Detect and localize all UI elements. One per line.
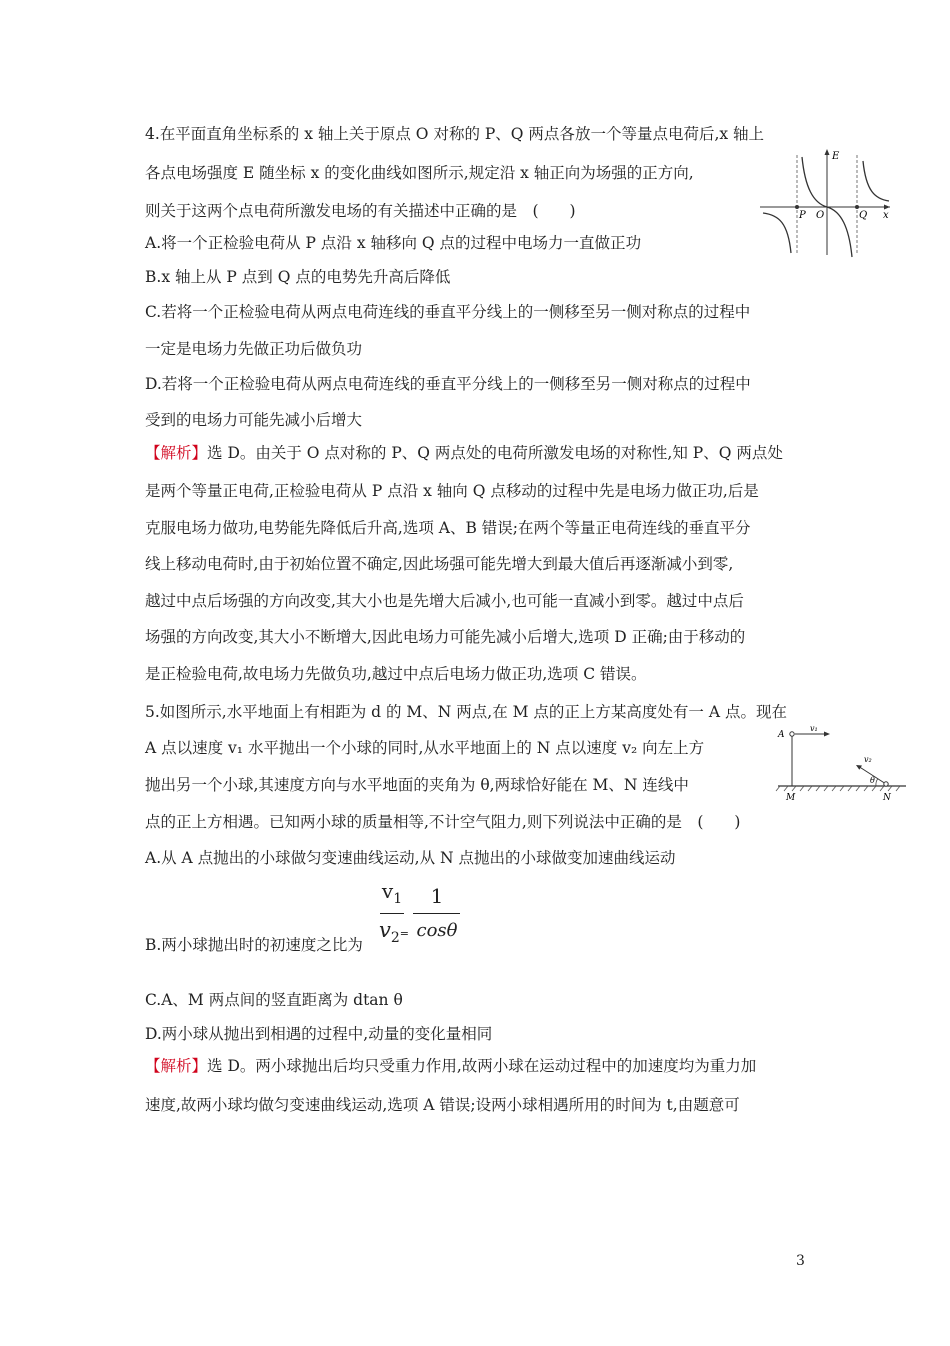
curve-left bbox=[763, 213, 791, 253]
q4-line-1: 4.在平面直角坐标系的 x 轴上关于原点 O 对称的 P、Q 两点各放一个等量点电荷后,x 轴上 bbox=[145, 125, 765, 143]
q5-line-1: 5.如图所示,水平地面上有相距为 d 的 M、N 两点,在 M 点的正上方某高度处有一 A 点。现在 bbox=[145, 703, 787, 721]
q4-option-c-line-2: 一定是电场力先做正功后做负功 bbox=[145, 340, 363, 358]
q4-solution-line-7: 是正检验电荷,故电场力先做负功,越过中点后电场力做正功,选项 C 错误。 bbox=[145, 665, 647, 683]
frac2-numerator: 1 bbox=[430, 884, 444, 908]
label-theta: θ bbox=[870, 776, 875, 785]
frac1-numerator: $v_1$ bbox=[381, 879, 403, 907]
q5-option-c: C.A、M 两点间的竖直距离为 dtan θ bbox=[145, 991, 403, 1009]
frac2-denominator: cosθ bbox=[416, 920, 458, 941]
q5-option-a: A.从 A 点抛出的小球做匀变速曲线运动,从 N 点抛出的小球做变加速曲线运动 bbox=[145, 849, 676, 867]
label-v1: v₁ bbox=[810, 724, 818, 733]
q5-line-3: 抛出另一个小球,其速度方向与水平地面的夹角为 θ,两球恰好能在 M、N 连线中 bbox=[145, 776, 689, 794]
point-n bbox=[884, 782, 888, 786]
q4-solution-line-4: 线上移动电荷时,由于初始位置不确定,因此场强可能先增大到最大值后再逐渐减小到零, bbox=[145, 555, 734, 573]
label-q: Q bbox=[859, 210, 868, 221]
q4-option-d-line-2: 受到的电场力可能先减小后增大 bbox=[145, 411, 363, 429]
q4-option-b: B.x 轴上从 P 点到 Q 点的电势先升高后降低 bbox=[145, 268, 451, 286]
frac1-bar bbox=[380, 913, 404, 914]
point-p bbox=[795, 205, 799, 209]
q5-projectile-figure bbox=[770, 722, 910, 804]
q4-solution-line-6: 场强的方向改变,其大小不断增大,因此电场力可能先减小后增大,选项 D 正确;由于移动的 bbox=[145, 628, 746, 646]
label-e: E bbox=[832, 151, 840, 162]
label-v2: v₂ bbox=[864, 755, 872, 764]
frac1-denominator: $v_2=$ bbox=[379, 918, 410, 947]
q5-option-d: D.两小球从抛出到相遇的过程中,动量的变化量相同 bbox=[145, 1025, 493, 1043]
q5-option-b: B.两小球抛出时的初速度之比为 bbox=[145, 936, 363, 954]
solution-tag: 【解析】 bbox=[145, 1057, 208, 1075]
ground-hatching bbox=[776, 786, 900, 791]
label-x: x bbox=[883, 210, 889, 221]
q5-line-2: A 点以速度 v₁ 水平抛出一个小球的同时,从水平地面上的 N 点以速度 v₂ 向左上方 bbox=[145, 739, 705, 757]
curve-right bbox=[863, 161, 889, 201]
q5-solution-line-1 bbox=[145, 1056, 756, 1076]
solution-tag: 【解析】 bbox=[145, 444, 208, 462]
q4-option-a: A.将一个正检验电荷从 P 点沿 x 轴移向 Q 点的过程中电场力一直做正功 bbox=[145, 234, 642, 252]
q5-solution-text-1: 选 D。两小球抛出后均只受重力作用,故两小球在运动过程中的加速度均为重力加 bbox=[207, 1057, 757, 1075]
q4-option-d-line-1: D.若将一个正检验电荷从两点电荷连线的垂直平分线上的一侧移至另一侧对称点的过程中 bbox=[145, 375, 751, 393]
point-a bbox=[790, 732, 794, 736]
q4-solution-text-1: 选 D。由关于 O 点对称的 P、Q 两点处的电荷所激发电场的对称性,知 P、Q 两点处 bbox=[207, 444, 783, 462]
label-m: M bbox=[786, 793, 796, 803]
q5-solution-line-2: 速度,故两小球均做匀变速曲线运动,选项 A 错误;设两小球相遇所用的时间为 t,由题意可 bbox=[145, 1096, 740, 1114]
label-n: N bbox=[883, 793, 891, 803]
q4-field-graph bbox=[755, 145, 895, 260]
label-a: A bbox=[778, 730, 785, 740]
x-axis-arrow bbox=[884, 205, 890, 210]
angle-arc bbox=[876, 779, 878, 786]
page-number: 3 bbox=[796, 1253, 805, 1269]
q4-solution-line-3: 克服电场力做功,电势能先降低后升高,选项 A、B 错误;在两个等量正电荷连线的垂直平分 bbox=[145, 519, 751, 537]
q4-solution-line-2: 是两个等量正电荷,正检验电荷从 P 点沿 x 轴向 Q 点移动的过程中先是电场力做正功,后是 bbox=[145, 482, 759, 500]
velocity-v1-arrowhead bbox=[824, 732, 830, 737]
q4-line-3: 则关于这两个点电荷所激发电场的有关描述中正确的是 ( ) bbox=[145, 202, 576, 220]
frac2-bar bbox=[413, 913, 460, 914]
q4-option-c-line-1: C.若将一个正检验电荷从两点电荷连线的垂直平分线上的一侧移至另一侧对称点的过程中 bbox=[145, 303, 751, 321]
point-q bbox=[855, 205, 859, 209]
label-o: O bbox=[816, 210, 825, 221]
e-axis-arrow bbox=[825, 149, 830, 155]
q4-solution-line-5: 越过中点后场强的方向改变,其大小也是先增大后减小,也可能一直减小到零。越过中点后 bbox=[145, 592, 744, 610]
q4-solution-line-1 bbox=[145, 443, 783, 463]
label-p: P bbox=[799, 210, 806, 221]
q4-line-2: 各点电场强度 E 随坐标 x 的变化曲线如图所示,规定沿 x 轴正向为场强的正方向, bbox=[145, 164, 694, 182]
q5-line-4: 点的正上方相遇。已知两小球的质量相等,不计空气阻力,则下列说法中正确的是 ( ) bbox=[145, 813, 741, 831]
